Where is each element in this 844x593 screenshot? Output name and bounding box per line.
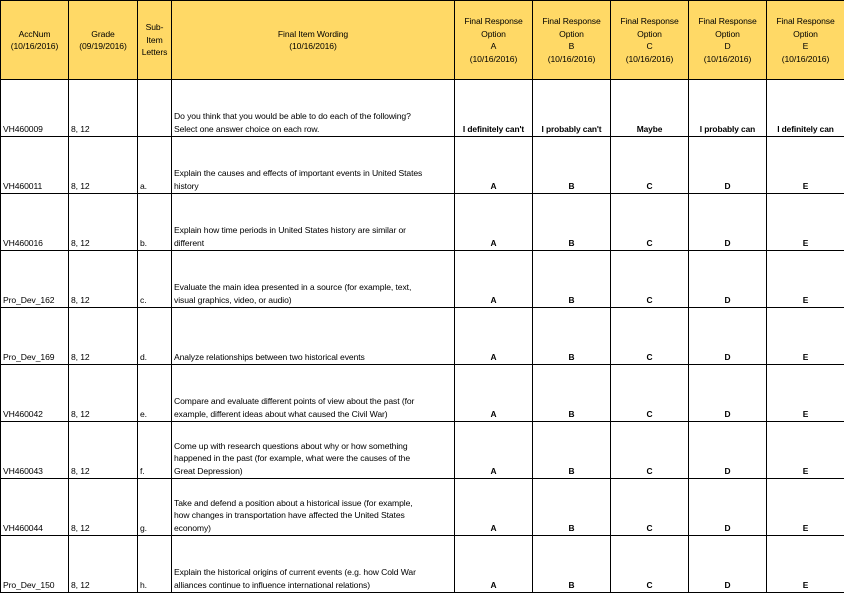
cell-option-a[interactable]: A [455,536,533,593]
cell-item-wording[interactable]: Explain the historical origins of current events (e.g. how Cold War alliances continue to influence international relations) [172,536,455,593]
cell-item-wording[interactable]: Analyze relationships between two historical events [172,308,455,365]
cell-accnum[interactable]: Pro_Dev_150 [1,536,69,593]
cell-option-e[interactable]: I definitely can [767,80,844,137]
cell-option-c[interactable]: Maybe [611,80,689,137]
cell-option-e[interactable]: E [767,194,844,251]
cell-accnum[interactable]: VH460044 [1,479,69,536]
cell-grade[interactable]: 8, 12 [69,80,138,137]
table-row [1,251,844,308]
cell-grade[interactable]: 8, 12 [69,422,138,479]
cell-option-c[interactable]: C [611,536,689,593]
cell-option-b[interactable]: B [533,422,611,479]
table-row [1,194,844,251]
cell-option-c[interactable]: C [611,365,689,422]
header-option-e[interactable]: Final Response Option E (10/16/2016) [767,1,844,80]
cell-option-e[interactable]: E [767,365,844,422]
cell-option-a[interactable]: I definitely can't [455,80,533,137]
cell-option-a[interactable]: A [455,479,533,536]
cell-option-e[interactable]: E [767,422,844,479]
cell-option-c[interactable]: C [611,194,689,251]
header-grade[interactable]: Grade (09/19/2016) [69,1,138,80]
header-sub-item-letters[interactable]: Sub- Item Letters [138,1,172,80]
cell-option-b[interactable]: B [533,194,611,251]
cell-option-e[interactable]: E [767,479,844,536]
cell-option-a[interactable]: A [455,422,533,479]
cell-option-a[interactable]: A [455,365,533,422]
cell-option-b[interactable]: B [533,308,611,365]
cell-option-c[interactable]: C [611,422,689,479]
cell-item-wording[interactable]: Take and defend a position about a historical issue (for example, how changes in transportation have affected the United States economy) [172,479,455,536]
cell-item-wording[interactable]: Explain the causes and effects of important events in United States history [172,137,455,194]
cell-option-c[interactable]: C [611,479,689,536]
cell-option-d[interactable]: D [689,308,767,365]
cell-option-b[interactable]: B [533,137,611,194]
table-row [1,365,844,422]
cell-option-a[interactable]: A [455,308,533,365]
cell-option-a[interactable]: A [455,194,533,251]
table-row [1,308,844,365]
cell-grade[interactable]: 8, 12 [69,137,138,194]
cell-sub-item[interactable]: c. [138,251,172,308]
cell-accnum[interactable]: VH460016 [1,194,69,251]
cell-option-d[interactable]: D [689,194,767,251]
cell-accnum[interactable]: Pro_Dev_169 [1,308,69,365]
cell-grade[interactable]: 8, 12 [69,194,138,251]
table-row [1,536,844,593]
cell-accnum[interactable]: VH460009 [1,80,69,137]
cell-item-wording[interactable]: Evaluate the main idea presented in a source (for example, text, visual graphics, video, or audio) [172,251,455,308]
cell-option-c[interactable]: C [611,308,689,365]
cell-option-b[interactable]: I probably can't [533,80,611,137]
cell-grade[interactable]: 8, 12 [69,536,138,593]
cell-option-d[interactable]: I probably can [689,80,767,137]
cell-option-d[interactable]: D [689,365,767,422]
header-option-a[interactable]: Final Response Option A (10/16/2016) [455,1,533,80]
cell-option-e[interactable]: E [767,137,844,194]
cell-option-d[interactable]: D [689,479,767,536]
cell-accnum[interactable]: VH460042 [1,365,69,422]
cell-option-d[interactable]: D [689,251,767,308]
cell-option-e[interactable]: E [767,251,844,308]
header-final-item-wording[interactable]: Final Item Wording (10/16/2016) [172,1,455,80]
cell-option-b[interactable]: B [533,536,611,593]
header-option-c[interactable]: Final Response Option C (10/16/2016) [611,1,689,80]
table-row [1,137,844,194]
cell-option-e[interactable]: E [767,536,844,593]
header-option-b[interactable]: Final Response Option B (10/16/2016) [533,1,611,80]
header-row [1,1,844,80]
cell-option-d[interactable]: D [689,536,767,593]
cell-accnum[interactable]: Pro_Dev_162 [1,251,69,308]
cell-option-c[interactable]: C [611,251,689,308]
cell-option-d[interactable]: D [689,137,767,194]
cell-item-wording[interactable]: Do you think that you would be able to do each of the following? Select one answer choice on each row. [172,80,455,137]
cell-option-b[interactable]: B [533,251,611,308]
cell-grade[interactable]: 8, 12 [69,308,138,365]
table-row [1,80,844,137]
cell-sub-item[interactable]: h. [138,536,172,593]
cell-sub-item[interactable]: g. [138,479,172,536]
cell-sub-item[interactable] [138,80,172,137]
cell-grade[interactable]: 8, 12 [69,251,138,308]
cell-accnum[interactable]: VH460011 [1,137,69,194]
cell-grade[interactable]: 8, 12 [69,365,138,422]
cell-option-a[interactable]: A [455,137,533,194]
cell-sub-item[interactable]: a. [138,137,172,194]
cell-option-b[interactable]: B [533,365,611,422]
cell-sub-item[interactable]: e. [138,365,172,422]
cell-option-a[interactable]: A [455,251,533,308]
header-option-d[interactable]: Final Response Option D (10/16/2016) [689,1,767,80]
cell-option-c[interactable]: C [611,137,689,194]
table-row [1,422,844,479]
cell-option-b[interactable]: B [533,479,611,536]
header-accnum[interactable]: AccNum (10/16/2016) [1,1,69,80]
cell-sub-item[interactable]: d. [138,308,172,365]
cell-grade[interactable]: 8, 12 [69,479,138,536]
cell-sub-item[interactable]: b. [138,194,172,251]
cell-option-d[interactable]: D [689,422,767,479]
cell-item-wording[interactable]: Come up with research questions about why or how something happened in the past (for example, what were the causes of the Great Depression) [172,422,455,479]
cell-sub-item[interactable]: f. [138,422,172,479]
cell-item-wording[interactable]: Compare and evaluate different points of view about the past (for example, different ideas about what caused the Civil War) [172,365,455,422]
cell-option-e[interactable]: E [767,308,844,365]
cell-item-wording[interactable]: Explain how time periods in United States history are similar or different [172,194,455,251]
table-row [1,479,844,536]
cell-accnum[interactable]: VH460043 [1,422,69,479]
